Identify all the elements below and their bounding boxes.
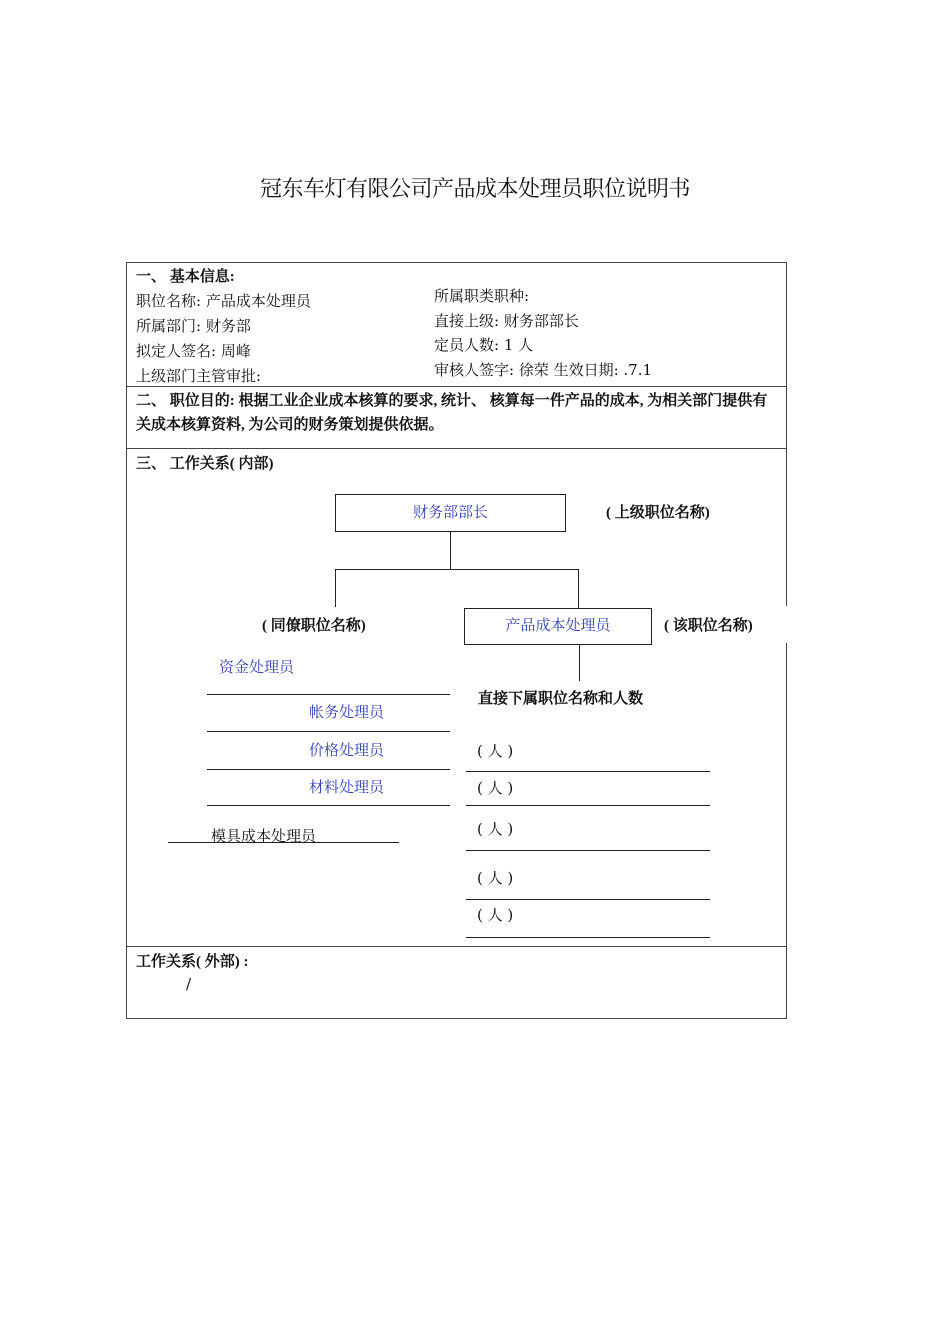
peer-line-5 (168, 842, 399, 843)
subordinate-line-4 (466, 899, 710, 900)
document-title: 冠东车灯有限公司产品成本处理员职位说明书 (259, 177, 690, 202)
subordinates-heading: 直接下属职位名称和人数 (478, 691, 644, 707)
peer-line-2 (207, 731, 450, 732)
self-label: ( 该职位名称) (660, 606, 788, 643)
job-category-field: 所属职类职种: (434, 287, 530, 305)
connector-superior-down (450, 532, 451, 569)
superior-label: ( 上级职位名称) (606, 505, 710, 521)
direct-superior-field: 直接上级: 财务部部长 (434, 312, 579, 330)
subordinate-line-2 (466, 805, 710, 806)
internal-relations-heading: 三、 工作关系( 内部) (136, 456, 274, 472)
peer-position-5: 模具成本处理员 (211, 827, 317, 845)
subordinate-slot-5: ( 人 ) (477, 906, 514, 924)
subordinate-line-1 (466, 771, 710, 772)
row-divider-1 (126, 386, 787, 387)
superior-position-name: 财务部部长 (412, 503, 488, 521)
connector-left-drop (335, 569, 336, 607)
subordinate-line-3 (466, 850, 710, 851)
subordinate-slot-1: ( 人 ) (477, 742, 514, 760)
row-divider-3 (126, 946, 787, 947)
job-purpose-text: 二、 职位目的: 根据工业企业成本核算的要求, 统计、 核算每一件产品的成本, 为相关部门提供有关成本核算资料, 为公司的财务策划提供依据。 (136, 393, 768, 433)
connector-branch (335, 569, 579, 570)
job-title-field: 职位名称: 产品成本处理员 (136, 292, 311, 310)
headcount-field: 定员人数: 1 人 (434, 336, 534, 354)
supervisor-approval-field: 上级部门主管审批: (136, 367, 262, 385)
peer-position-1: 资金处理员 (219, 658, 295, 676)
external-relations-value: / (186, 975, 192, 993)
row-divider-2 (126, 448, 787, 449)
peer-position-3: 价格处理员 (309, 741, 385, 759)
external-relations-heading: 工作关系( 外部) : (136, 954, 249, 970)
connector-right-drop (578, 569, 579, 608)
peer-line-4 (207, 805, 450, 806)
department-field: 所属部门: 财务部 (136, 317, 251, 335)
peer-label: ( 同僚职位名称) (262, 618, 366, 634)
subordinate-slot-2: ( 人 ) (477, 779, 514, 797)
self-position-name: 产品成本处理员 (505, 616, 611, 634)
subordinate-line-5 (466, 937, 710, 938)
peer-line-3 (207, 769, 450, 770)
subordinate-slot-4: ( 人 ) (477, 869, 514, 887)
drafter-signature-field: 拟定人签名: 周峰 (136, 342, 251, 360)
subordinate-slot-3: ( 人 ) (477, 820, 514, 838)
peer-position-4: 材料处理员 (309, 778, 385, 796)
peer-position-2: 帐务处理员 (309, 703, 385, 721)
peer-line-1 (207, 694, 450, 695)
basic-info-heading: 一、 基本信息: (136, 269, 235, 285)
reviewer-date-field: 审核人签字: 徐荣 生效日期: .7.1 (434, 361, 653, 379)
connector-self-down (579, 645, 580, 681)
